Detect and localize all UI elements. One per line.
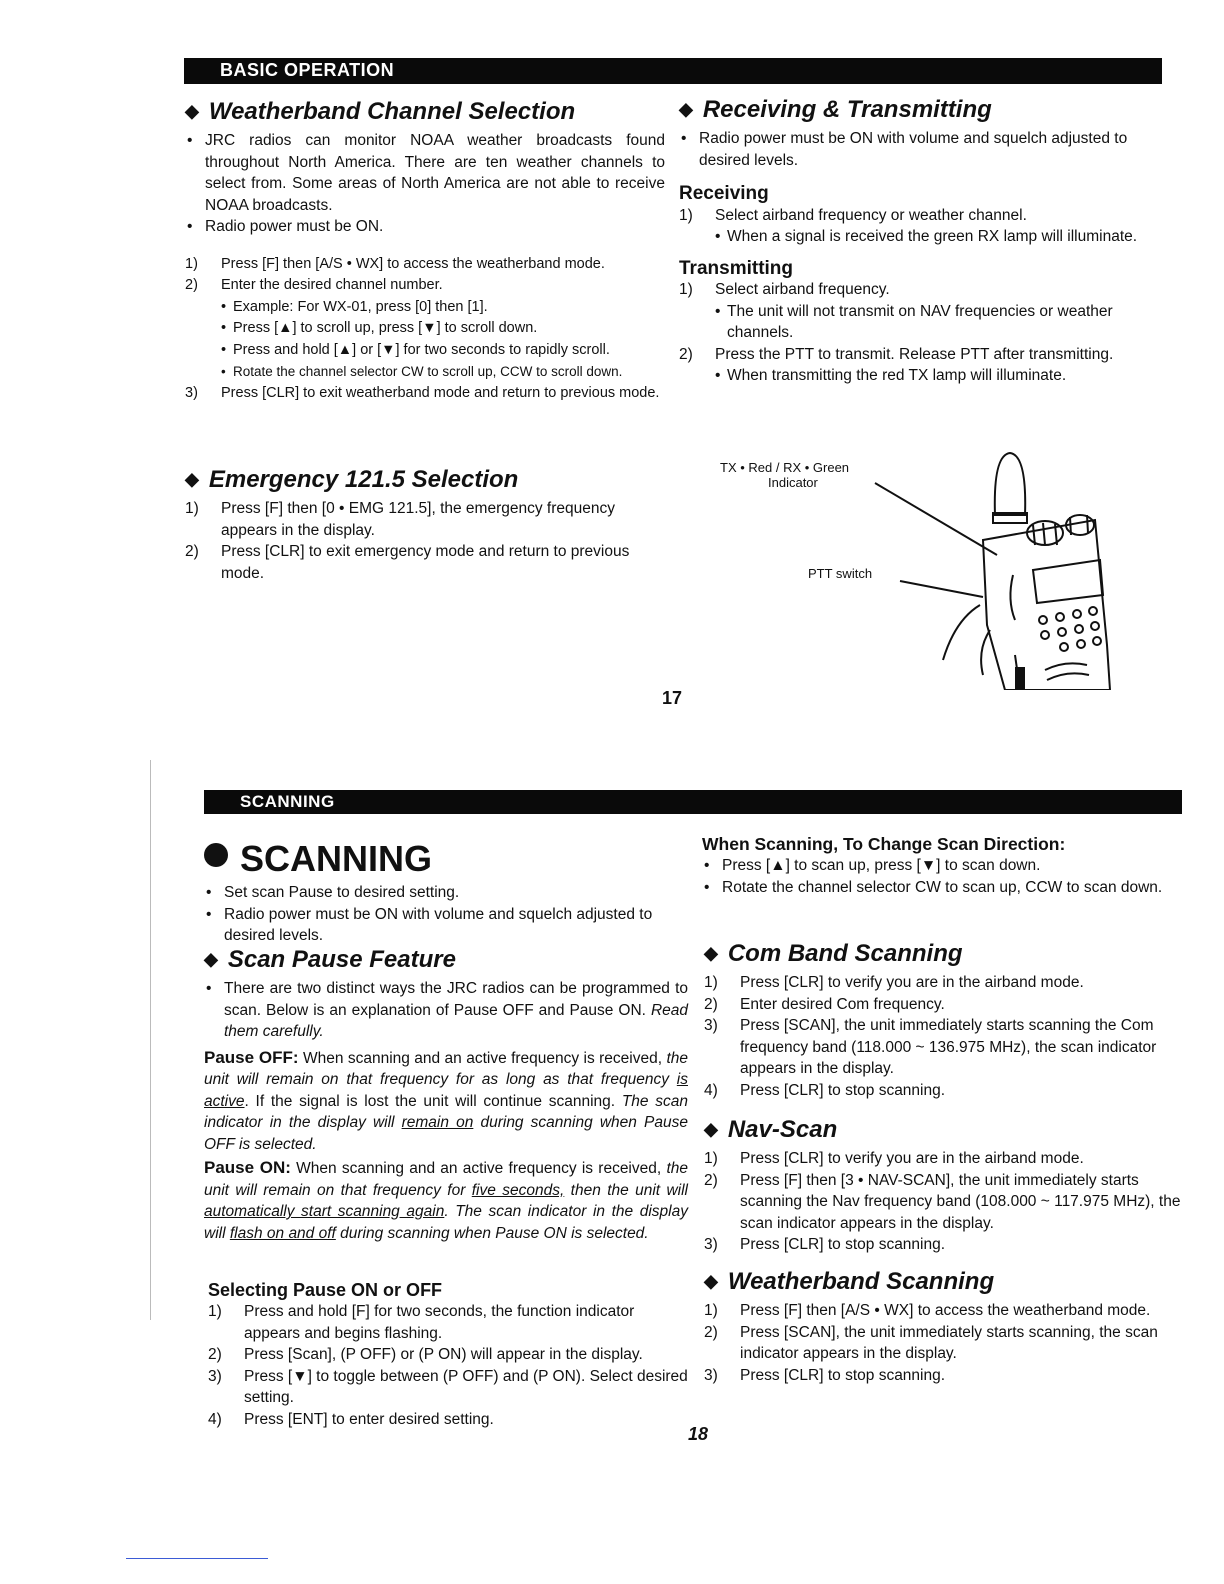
receiving-transmitting-section [679,96,1167,387]
section-banner-basic-operation [184,58,1162,84]
step-1: 1) Press and hold [F] for two seconds, the function indicator appears and begins flashing. [208,1303,635,1342]
com-band-section [704,940,1186,1101]
step-4: 4) Press [CLR] to stop scanning. [704,1081,946,1099]
step-1: 1) Press [CLR] to verify you are in the airband mode. [704,1150,1084,1167]
step-2: 2) Press [SCAN], the unit immediately starts scanning, the scan indicator appears in the display. [704,1323,1158,1362]
selecting-pause-heading: Selecting Pause ON or OFF [208,1280,443,1300]
list-item: • Press [▲] to scan up, press [▼] to scan down. [702,855,1186,877]
step-2: 2) Press [F] then [3 • NAV-SCAN], the unit immediately starts scanning the Nav frequency band (108.000 ~ 117.975 MHz), the scan indicator appears in the display. [704,1171,1181,1232]
step-3: 3) Press [SCAN], the unit immediately starts scanning the Com frequency band (118.000 ~ 136.975 MHz), the scan indicator appears in the display. [704,1017,1157,1077]
weatherband-scanning-heading: ◆ Weatherband Scanning [704,1268,995,1295]
sub-bullet: • Rotate the channel selector CW to scroll up, CCW to scroll down. [185,361,665,383]
figure-label-indicator: TX • Red / RX • Green Indicator [720,460,850,490]
figure-label-ptt: PTT switch [808,566,873,581]
step-3: 3) Press [CLR] to exit weatherband mode and return to previous mode. [185,384,660,401]
list-item: • Radio power must be ON with volume and squelch adjusted to desired levels. [679,128,1167,171]
bullet-dot [204,843,228,867]
step-1: 1) Select airband frequency or weather channel. [679,206,1027,224]
sub-bullet: • Example: For WX-01, press [0] then [1]. [185,297,665,319]
sub-bullet: • Press [▲] to scroll up, press [▼] to scroll down. [185,318,665,340]
section-banner-scanning [204,790,1182,814]
banner-label: BASIC OPERATION [220,60,395,80]
step-1: 1) Select airband frequency. [679,281,890,298]
sub-bullet: • Press and hold [▲] or [▼] for two seconds to rapidly scroll. [185,340,665,362]
nav-scan-section [704,1116,1186,1256]
sub-bullet: • When a signal is received the green RX lamp will illuminate. [679,226,1167,248]
scanning-title: SCANNING [204,838,432,880]
scan-direction-heading: When Scanning, To Change Scan Direction: [702,834,1066,854]
list-item: • Radio power must be ON with volume and squelch adjusted to desired levels. [204,904,686,947]
emergency-section [185,466,665,584]
step-1: 1) Press [F] then [0 • EMG 121.5], the emergency frequency appears in the display. [185,500,615,539]
sub-bullet: • When transmitting the red TX lamp will illuminate. [679,365,1167,387]
weatherband-heading: ◆ Weatherband Channel Selection [185,98,576,125]
selecting-pause-section [208,1280,690,1430]
com-band-heading: ◆ Com Band Scanning [704,940,963,967]
divider [150,760,151,1320]
emergency-heading: ◆ Emergency 121.5 Selection [185,466,519,493]
divider [126,1558,268,1559]
list-item: • Radio power must be ON. [185,216,665,238]
step-1: 1) Press [CLR] to verify you are in the airband mode. [704,974,1084,991]
step-2: 2) Press [CLR] to exit emergency mode and return to previous mode. [185,543,630,582]
scan-direction-section [702,834,1186,898]
list-item: • JRC radios can monitor NOAA weather broadcasts found throughout North America. There are ten weather channels to select from. Some areas of North America are not able to receive NOAA broadcasts. [185,130,665,216]
nav-scan-heading: ◆ Nav-Scan [704,1116,838,1143]
step-2: 2) Enter desired Com frequency. [704,995,945,1013]
banner-label: SCANNING [240,792,335,811]
receiving-transmitting-heading: ◆ Receiving & Transmitting [679,96,992,123]
page-number-17: 17 [662,688,683,708]
scan-pause-section [204,946,688,1244]
pause-off-paragraph: Pause OFF: When scanning and an active frequency is received, the unit will remain on that frequency for as long as that frequency is active. If the signal is lost the unit will continue scanning. The scan indicator in the display will remain on during scanning when Pause OFF is selected. [204,1047,689,1153]
step-2: 2) Enter the desired channel number. [185,277,443,293]
step-1: 1) Press [F] then [A/S • WX] to access the weatherband mode. [704,1302,1151,1319]
step-2: 2) Press [Scan], (P OFF) or (P ON) will appear in the display. [208,1346,643,1363]
weatherband-scanning-section [704,1268,1186,1386]
radio-illustration [715,445,1115,690]
list-item: • There are two distinct ways the JRC radios can be programmed to scan. Below is an explanation of Pause OFF and Pause ON. Read them carefully. [204,978,688,1043]
pause-on-paragraph: Pause ON: When scanning and an active frequency is received, the unit will remain on that frequency for five seconds, then the unit will automatically start scanning again. The scan indicator in the display will flash on and off during scanning when Pause ON is selected. [204,1158,688,1242]
step-3: 3) Press [CLR] to stop scanning. [704,1236,946,1253]
receiving-heading: Receiving [679,183,769,204]
page-number-18: 18 [688,1424,709,1444]
transmitting-heading: Transmitting [679,257,794,279]
step-1: 1) Press [F] then [A/S • WX] to access the weatherband mode. [185,255,605,272]
list-item: • Set scan Pause to desired setting. [204,882,686,904]
step-4: 4) Press [ENT] to enter desired setting. [208,1410,494,1428]
list-item: • Rotate the channel selector CW to scan up, CCW to scan down. [702,877,1186,899]
weatherband-section [185,98,665,404]
step-2: 2) Press the PTT to transmit. Release PTT after transmitting. [679,345,1114,363]
step-3: 3) Press [CLR] to stop scanning. [704,1366,946,1384]
sub-bullet: • The unit will not transmit on NAV frequencies or weather channels. [679,301,1167,344]
scan-pause-heading: ◆ Scan Pause Feature [204,946,456,973]
scanning-intro [204,882,686,947]
step-3: 3) Press [▼] to toggle between (P OFF) and (P ON). Select desired setting. [208,1367,688,1406]
